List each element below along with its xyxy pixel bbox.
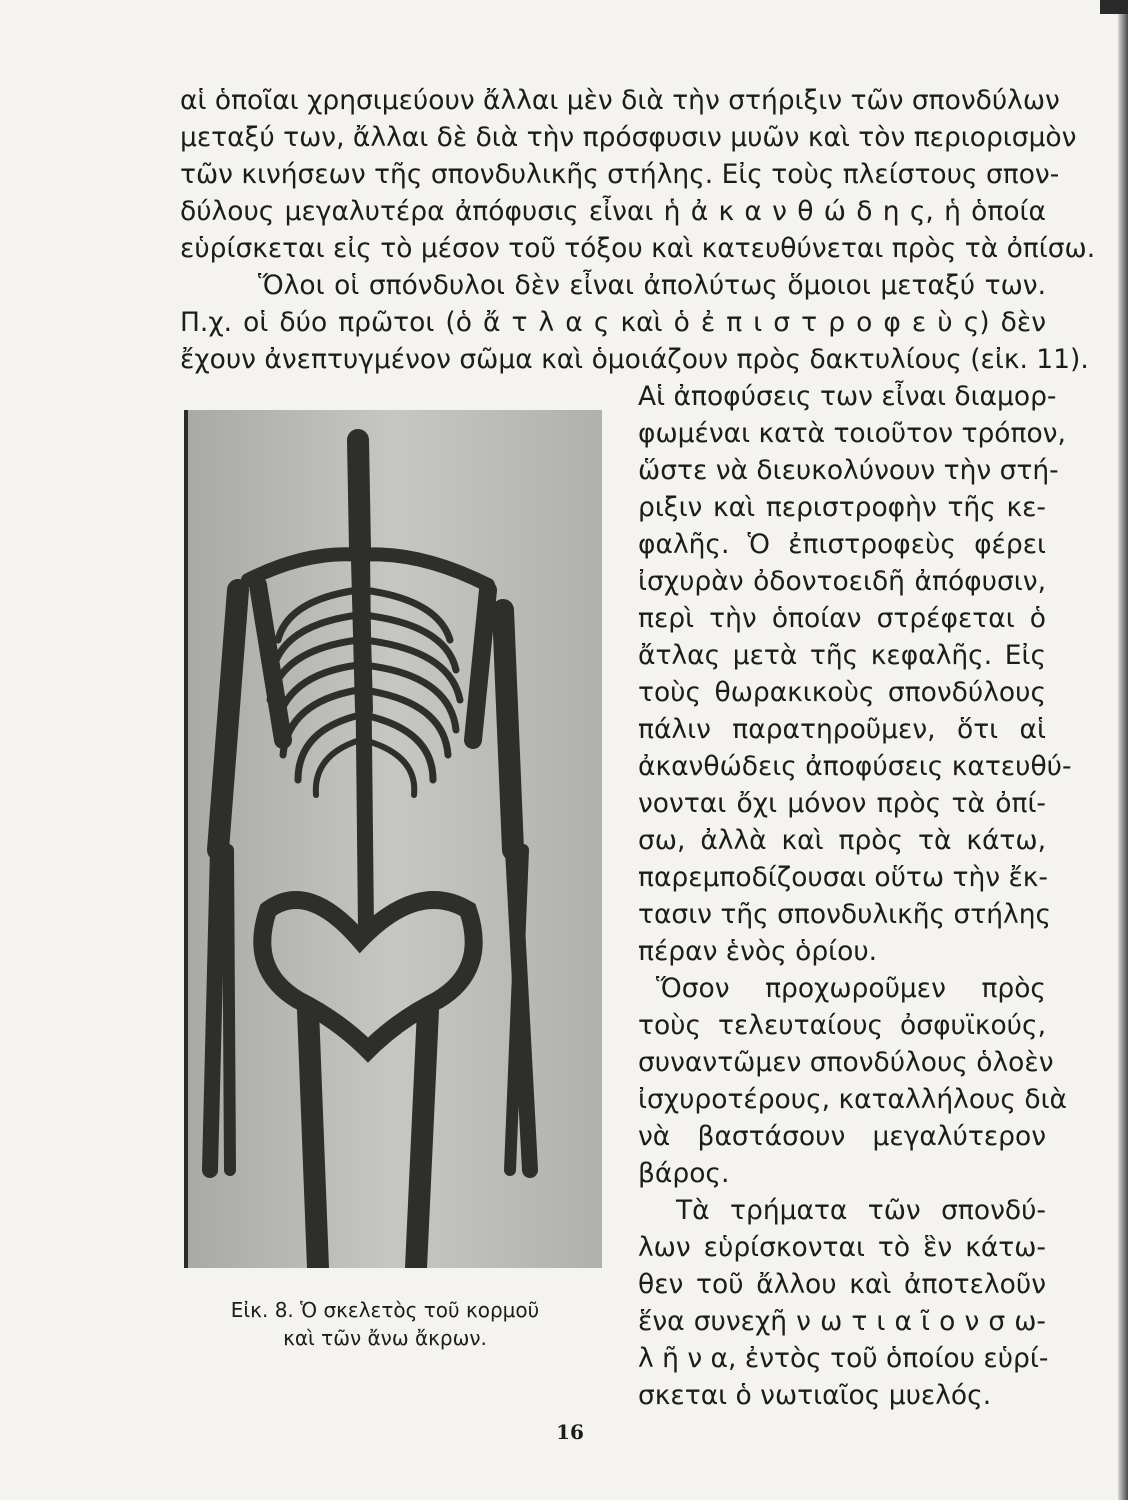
column-line: ὥστε νὰ διευκολύνουν τὴν στή- <box>638 455 1059 486</box>
column-line: περὶ τὴν ὁποίαν στρέφεται ὁ <box>638 603 1046 634</box>
column-line: τοὺς θωρακικοὺς σπονδύλους <box>638 677 1046 708</box>
column-line: τασιν τῆς σπονδυλικῆς στήλης <box>638 899 1052 930</box>
text-line: τῶν κινήσεων τῆς σπονδυλικῆς στήλης. Εἰς τοὺς πλείστους σπον- <box>180 159 1060 190</box>
column-line: ἰσχυρὰν ὀδοντοειδῆ ἀπόφυσιν, <box>638 566 1046 597</box>
column-line: νὰ βαστάσουν μεγαλύτερον <box>638 1121 1046 1152</box>
figure-caption-line-1: Εἰκ. 8. Ὁ σκελετὸς τοῦ κορμοῦ <box>230 1298 540 1322</box>
column-line: λων εὑρίσκονται τὸ ἓν κάτω- <box>638 1232 1046 1263</box>
text-line: Ὅλοι οἱ σπόνδυλοι δὲν εἶναι ἀπολύτως ὅμοιοι μεταξύ των. <box>258 270 1046 301</box>
column-line: φαλῆς. Ὁ ἐπιστροφεὺς φέρει <box>638 529 1046 560</box>
column-line: ριξιν καὶ περιστροφὴν τῆς κε- <box>638 492 1046 523</box>
skeleton-illustration <box>188 410 602 1268</box>
column-line: Ὅσον προχωροῦμεν πρὸς <box>656 973 1046 1004</box>
text-line: εὑρίσκεται εἰς τὸ μέσον τοῦ τόξου καὶ κατευθύνεται πρὸς τὰ ὀπίσω. <box>180 233 1096 264</box>
text-line: ἔχουν ἀνεπτυγμένον σῶμα καὶ ὁμοιάζουν πρὸς δακτυλίους (εἰκ. 11). <box>180 344 1089 375</box>
column-line: συναντῶμεν σπονδύλους ὁλοὲν <box>638 1047 1054 1078</box>
column-line: ἄτλας μετὰ τῆς κεφαλῆς. Εἰς <box>638 640 1046 671</box>
text-line: αἱ ὁποῖαι χρησιμεύουν ἄλλαι μὲν διὰ τὴν στήριξιν τῶν σπονδύλων <box>180 85 1060 116</box>
column-line: φωμέναι κατὰ τοιοῦτον τρόπον, <box>638 418 1066 449</box>
column-line: Αἱ ἀποφύσεις των εἶναι διαμορ- <box>638 381 1057 412</box>
column-line: θεν τοῦ ἄλλου καὶ ἀποτελοῦν <box>638 1269 1046 1300</box>
column-line: σω, ἀλλὰ καὶ πρὸς τὰ κάτω, <box>638 825 1046 856</box>
page-edge-shadow <box>1118 0 1128 1500</box>
text-line: Π.χ. οἱ δύο πρῶτοι (ὁ ἄ τ λ α ς καὶ ὁ ἐ π ι σ τ ρ ο φ ε ὺ ς) δὲν <box>180 307 1046 338</box>
page-corner-shadow <box>1100 0 1128 14</box>
column-line: ἕνα συνεχῆ ν ω τ ι α ῖ ο ν σ ω- <box>638 1306 1046 1337</box>
column-line: ἰσχυροτέρους, καταλλήλους διὰ <box>638 1084 1068 1115</box>
column-line: ἀκανθώδεις ἀποφύσεις κατευθύ- <box>638 751 1072 782</box>
column-line: Τὰ τρήματα τῶν σπονδύ- <box>676 1195 1046 1226</box>
column-line: παρεμποδίζουσαι οὕτω τὴν ἔκ- <box>638 862 1048 893</box>
column-line: νονται ὄχι μόνον πρὸς τὰ ὀπί- <box>638 788 1046 819</box>
column-line: πέραν ἑνὸς ὁρίου. <box>638 936 878 967</box>
column-line: πάλιν παρατηροῦμεν, ὅτι αἱ <box>638 714 1046 745</box>
skeleton-figure <box>184 410 602 1268</box>
page-number: 16 <box>556 1420 584 1444</box>
text-line: δύλους μεγαλυτέρα ἀπόφυσις εἶναι ἡ ἀ κ α ν θ ώ δ η ς, ἡ ὁποία <box>180 196 1046 227</box>
column-line: σκεται ὁ νωτιαῖος μυελός. <box>638 1380 992 1411</box>
column-line: τοὺς τελευταίους ὀσφυϊκούς, <box>638 1010 1046 1041</box>
column-line: βάρος. <box>638 1158 730 1189</box>
figure-caption-line-2: καὶ τῶν ἄνω ἄκρων. <box>283 1326 487 1350</box>
text-line: μεταξύ των, ἄλλαι δὲ διὰ τὴν πρόσφυσιν μυῶν καὶ τὸν περιορισμὸν <box>180 122 1077 153</box>
column-line: λ ῆ ν α, ἐντὸς τοῦ ὁποίου εὑρί- <box>638 1343 1049 1374</box>
